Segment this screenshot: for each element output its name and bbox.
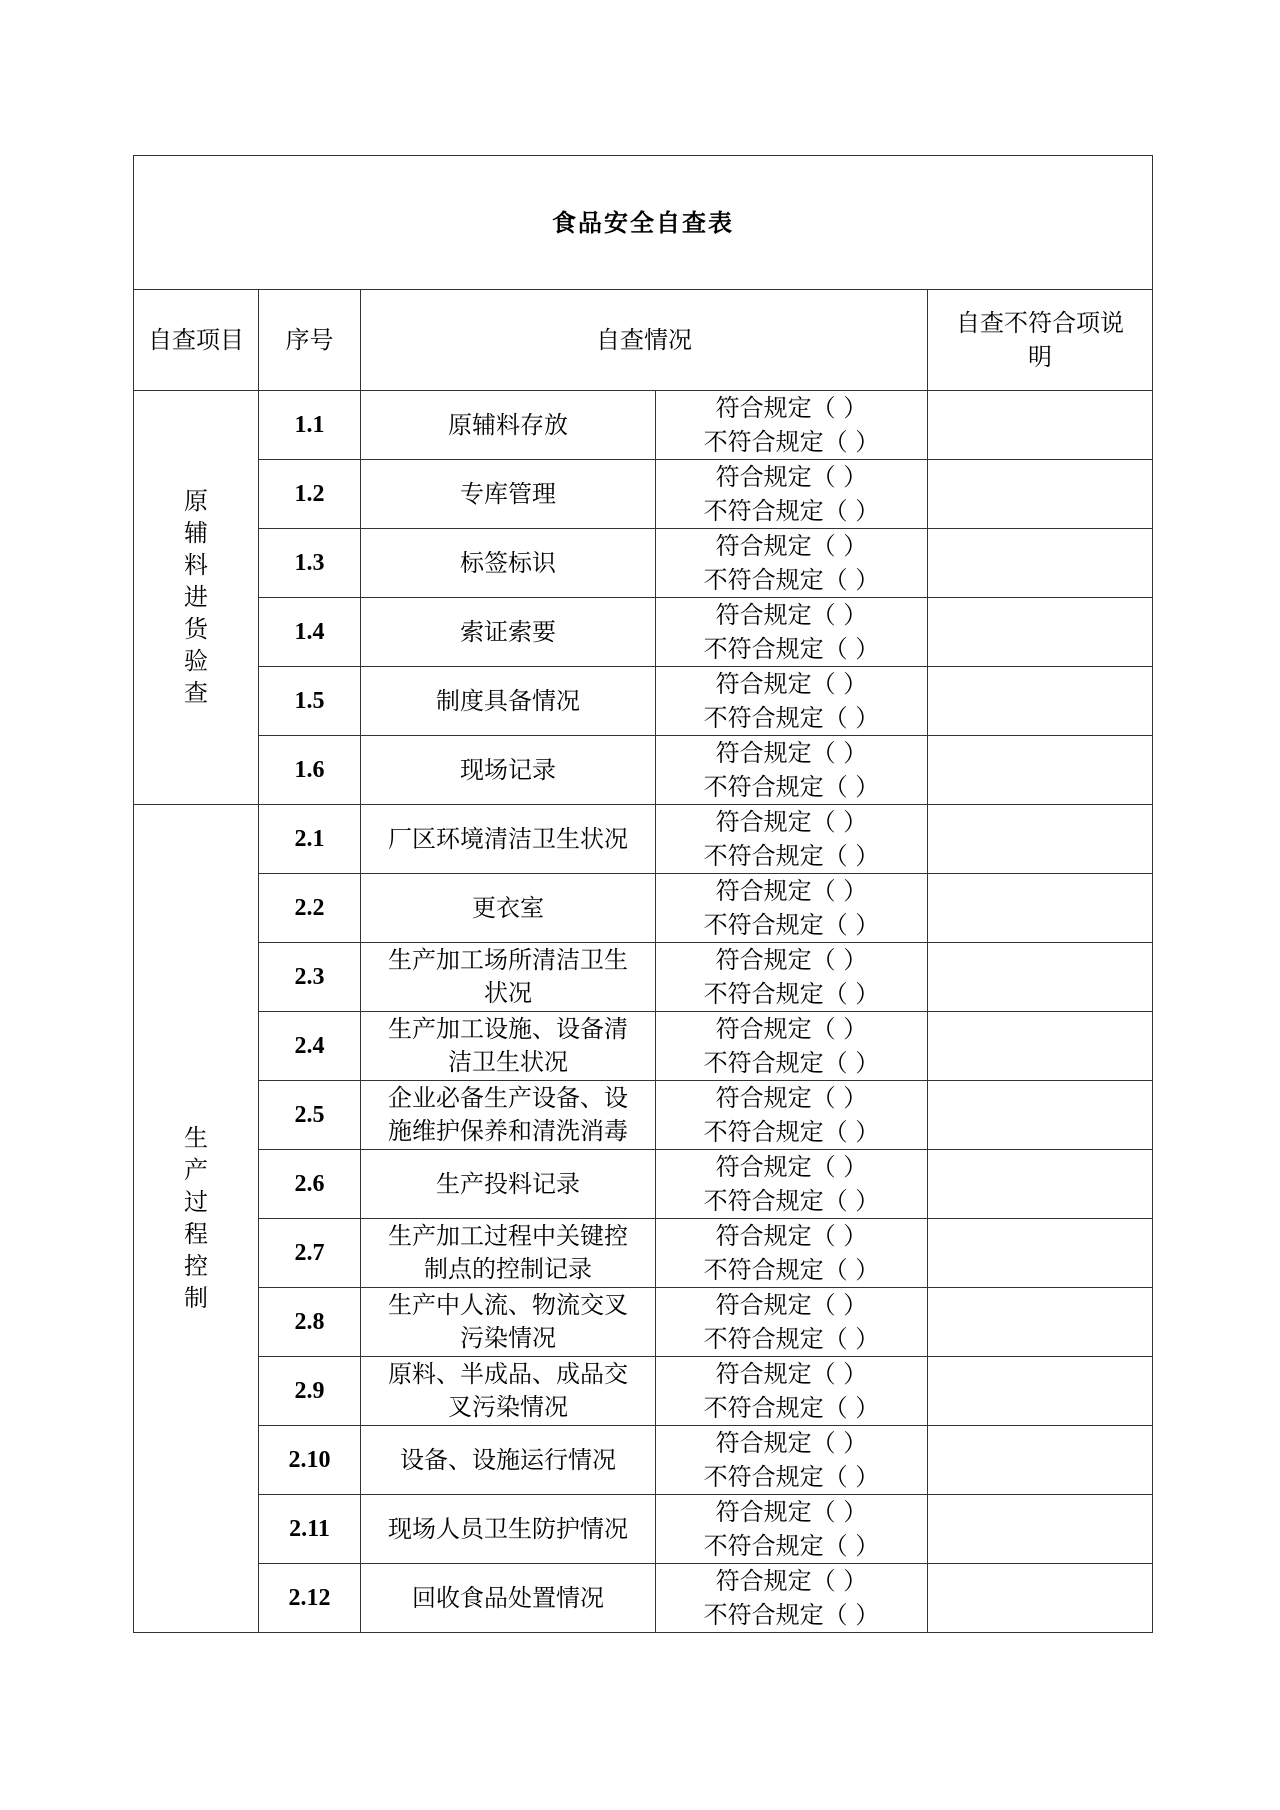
item-number: 2.8 (259, 1288, 361, 1357)
conform-option[interactable]: 符合规定（ ） (715, 808, 868, 836)
item-name-cell (361, 736, 656, 805)
conform-option[interactable]: 符合规定（ ） (715, 1498, 868, 1526)
conform-option[interactable]: 符合规定（ ） (715, 877, 868, 905)
table-row (134, 805, 1153, 874)
nonconform-option[interactable]: 不符合规定（ ） (703, 1256, 880, 1284)
item-name-cell (361, 1564, 656, 1633)
item-name-cell (361, 1081, 656, 1150)
status-cell (656, 1081, 928, 1150)
item-name: 制度具备情况 (436, 687, 580, 715)
item-number: 2.12 (259, 1564, 361, 1633)
nonconformity-note-cell[interactable] (928, 460, 1153, 529)
nonconform-option[interactable]: 不符合规定（ ） (703, 1325, 880, 1353)
conform-option[interactable]: 符合规定（ ） (715, 394, 868, 422)
nonconform-option[interactable]: 不符合规定（ ） (703, 635, 880, 663)
title-row (134, 156, 1153, 290)
status-cell (656, 805, 928, 874)
item-name-cell (361, 874, 656, 943)
conform-option[interactable]: 符合规定（ ） (715, 463, 868, 491)
item-number: 2.6 (259, 1150, 361, 1219)
item-name-cell (361, 1288, 656, 1357)
table-row (134, 943, 1153, 1012)
table-body (134, 156, 1153, 1633)
header-nonconformity-label: 自查不符合项说明 (956, 309, 1125, 371)
status-cell (656, 736, 928, 805)
item-number: 2.11 (259, 1495, 361, 1564)
item-name: 厂区环境清洁卫生状况 (388, 825, 628, 853)
status-cell (656, 460, 928, 529)
table-row (134, 1495, 1153, 1564)
status-cell (656, 1564, 928, 1633)
nonconformity-note-cell[interactable] (928, 598, 1153, 667)
item-number: 2.10 (259, 1426, 361, 1495)
item-number: 1.3 (259, 529, 361, 598)
item-name: 生产加工场所清洁卫生状况 (388, 946, 628, 1007)
item-name: 回收食品处置情况 (412, 1584, 604, 1612)
status-cell (656, 1426, 928, 1495)
nonconform-option[interactable]: 不符合规定（ ） (703, 1049, 880, 1077)
item-name-cell (361, 1219, 656, 1288)
status-cell (656, 1219, 928, 1288)
category-cell (134, 391, 259, 805)
item-name-cell (361, 391, 656, 460)
status-cell (656, 391, 928, 460)
conform-option[interactable]: 符合规定（ ） (715, 1567, 868, 1595)
nonconformity-note-cell[interactable] (928, 529, 1153, 598)
category-cell (134, 805, 259, 1633)
item-name: 标签标识 (460, 549, 556, 577)
item-name: 更衣室 (472, 894, 544, 922)
nonconformity-note-cell[interactable] (928, 1426, 1153, 1495)
item-name: 生产投料记录 (436, 1170, 580, 1198)
status-cell (656, 1495, 928, 1564)
table-row (134, 460, 1153, 529)
conform-option[interactable]: 符合规定（ ） (715, 1084, 868, 1112)
table-row (134, 736, 1153, 805)
self-inspection-form (133, 155, 1152, 1633)
item-number: 2.1 (259, 805, 361, 874)
status-cell (656, 667, 928, 736)
nonconform-option[interactable]: 不符合规定（ ） (703, 1394, 880, 1422)
item-name-cell (361, 1012, 656, 1081)
item-name: 索证索要 (460, 618, 556, 646)
item-name-cell (361, 805, 656, 874)
item-name-cell (361, 598, 656, 667)
item-name-cell (361, 943, 656, 1012)
table-row (134, 598, 1153, 667)
nonconform-option[interactable]: 不符合规定（ ） (703, 1532, 880, 1560)
item-name: 企业必备生产设备、设施维护保养和清洗消毒 (388, 1084, 628, 1145)
conform-option[interactable]: 符合规定（ ） (715, 739, 868, 767)
nonconform-option[interactable]: 不符合规定（ ） (703, 842, 880, 870)
table-row (134, 1564, 1153, 1633)
inspection-table (133, 155, 1153, 1633)
nonconformity-note-cell[interactable] (928, 736, 1153, 805)
form-title: 食品安全自查表 (134, 156, 1153, 290)
nonconform-option[interactable]: 不符合规定（ ） (703, 704, 880, 732)
item-name-cell (361, 1150, 656, 1219)
table-row (134, 1357, 1153, 1426)
nonconformity-note-cell[interactable] (928, 1081, 1153, 1150)
header-number: 序号 (259, 290, 361, 391)
item-number: 2.7 (259, 1219, 361, 1288)
nonconformity-note-cell[interactable] (928, 1357, 1153, 1426)
item-number: 1.6 (259, 736, 361, 805)
item-name: 原料、半成品、成品交叉污染情况 (388, 1360, 628, 1421)
header-nonconformity (928, 290, 1153, 391)
conform-option[interactable]: 符合规定（ ） (715, 946, 868, 974)
table-row (134, 1219, 1153, 1288)
item-name-cell (361, 1495, 656, 1564)
item-number: 2.2 (259, 874, 361, 943)
table-row (134, 1012, 1153, 1081)
nonconform-option[interactable]: 不符合规定（ ） (703, 1118, 880, 1146)
nonconformity-note-cell[interactable] (928, 667, 1153, 736)
status-cell (656, 1288, 928, 1357)
nonconformity-note-cell[interactable] (928, 1564, 1153, 1633)
item-number: 2.5 (259, 1081, 361, 1150)
table-row (134, 874, 1153, 943)
item-name: 专库管理 (460, 480, 556, 508)
table-row (134, 1150, 1153, 1219)
item-name: 生产加工过程中关键控制点的控制记录 (388, 1222, 628, 1283)
nonconformity-note-cell[interactable] (928, 1219, 1153, 1288)
conform-option[interactable]: 符合规定（ ） (715, 1360, 868, 1388)
nonconform-option[interactable]: 不符合规定（ ） (703, 1187, 880, 1215)
header-category (134, 290, 259, 391)
item-name-cell (361, 667, 656, 736)
header-situation: 自查情况 (361, 290, 928, 391)
nonconform-option[interactable]: 不符合规定（ ） (703, 773, 880, 801)
item-number: 2.3 (259, 943, 361, 1012)
item-name: 原辅料存放 (448, 411, 568, 439)
nonconform-option[interactable]: 不符合规定（ ） (703, 1601, 880, 1629)
item-number: 1.1 (259, 391, 361, 460)
item-name: 现场人员卫生防护情况 (388, 1515, 628, 1543)
nonconformity-note-cell[interactable] (928, 1495, 1153, 1564)
item-name-cell (361, 1357, 656, 1426)
nonconformity-note-cell[interactable] (928, 1012, 1153, 1081)
table-row (134, 391, 1153, 460)
nonconformity-note-cell[interactable] (928, 391, 1153, 460)
table-row (134, 1288, 1153, 1357)
item-name-cell (361, 460, 656, 529)
item-name-cell (361, 1426, 656, 1495)
conform-option[interactable]: 符合规定（ ） (715, 1291, 868, 1319)
nonconform-option[interactable]: 不符合规定（ ） (703, 497, 880, 525)
table-row (134, 1081, 1153, 1150)
status-cell (656, 1012, 928, 1081)
status-cell (656, 1357, 928, 1426)
item-number: 2.4 (259, 1012, 361, 1081)
item-name-cell (361, 529, 656, 598)
conform-option[interactable]: 符合规定（ ） (715, 1222, 868, 1250)
item-name: 生产中人流、物流交叉污染情况 (388, 1291, 628, 1352)
category-label: 生产过程控制 (183, 1124, 208, 1312)
nonconformity-note-cell[interactable] (928, 943, 1153, 1012)
item-name: 设备、设施运行情况 (400, 1446, 616, 1474)
status-cell (656, 943, 928, 1012)
item-number: 1.4 (259, 598, 361, 667)
nonconform-option[interactable]: 不符合规定（ ） (703, 911, 880, 939)
nonconformity-note-cell[interactable] (928, 1150, 1153, 1219)
nonconform-option[interactable]: 不符合规定（ ） (703, 980, 880, 1008)
item-number: 1.5 (259, 667, 361, 736)
table-row (134, 1426, 1153, 1495)
item-number: 2.9 (259, 1357, 361, 1426)
category-label: 原辅料进货验查 (183, 487, 208, 707)
conform-option[interactable]: 符合规定（ ） (715, 601, 868, 629)
status-cell (656, 598, 928, 667)
conform-option[interactable]: 符合规定（ ） (715, 670, 868, 698)
status-cell (656, 529, 928, 598)
conform-option[interactable]: 符合规定（ ） (715, 1015, 868, 1043)
conform-option[interactable]: 符合规定（ ） (715, 1153, 868, 1181)
item-name: 现场记录 (460, 756, 556, 784)
nonconform-option[interactable]: 不符合规定（ ） (703, 566, 880, 594)
header-row (134, 290, 1153, 391)
table-row (134, 529, 1153, 598)
item-name: 生产加工设施、设备清洁卫生状况 (388, 1015, 628, 1076)
conform-option[interactable]: 符合规定（ ） (715, 532, 868, 560)
nonconform-option[interactable]: 不符合规定（ ） (703, 428, 880, 456)
item-number: 1.2 (259, 460, 361, 529)
nonconformity-note-cell[interactable] (928, 1288, 1153, 1357)
nonconformity-note-cell[interactable] (928, 874, 1153, 943)
nonconformity-note-cell[interactable] (928, 805, 1153, 874)
conform-option[interactable]: 符合规定（ ） (715, 1429, 868, 1457)
status-cell (656, 1150, 928, 1219)
header-category-label: 自查项目 (148, 326, 244, 354)
nonconform-option[interactable]: 不符合规定（ ） (703, 1463, 880, 1491)
status-cell (656, 874, 928, 943)
table-row (134, 667, 1153, 736)
